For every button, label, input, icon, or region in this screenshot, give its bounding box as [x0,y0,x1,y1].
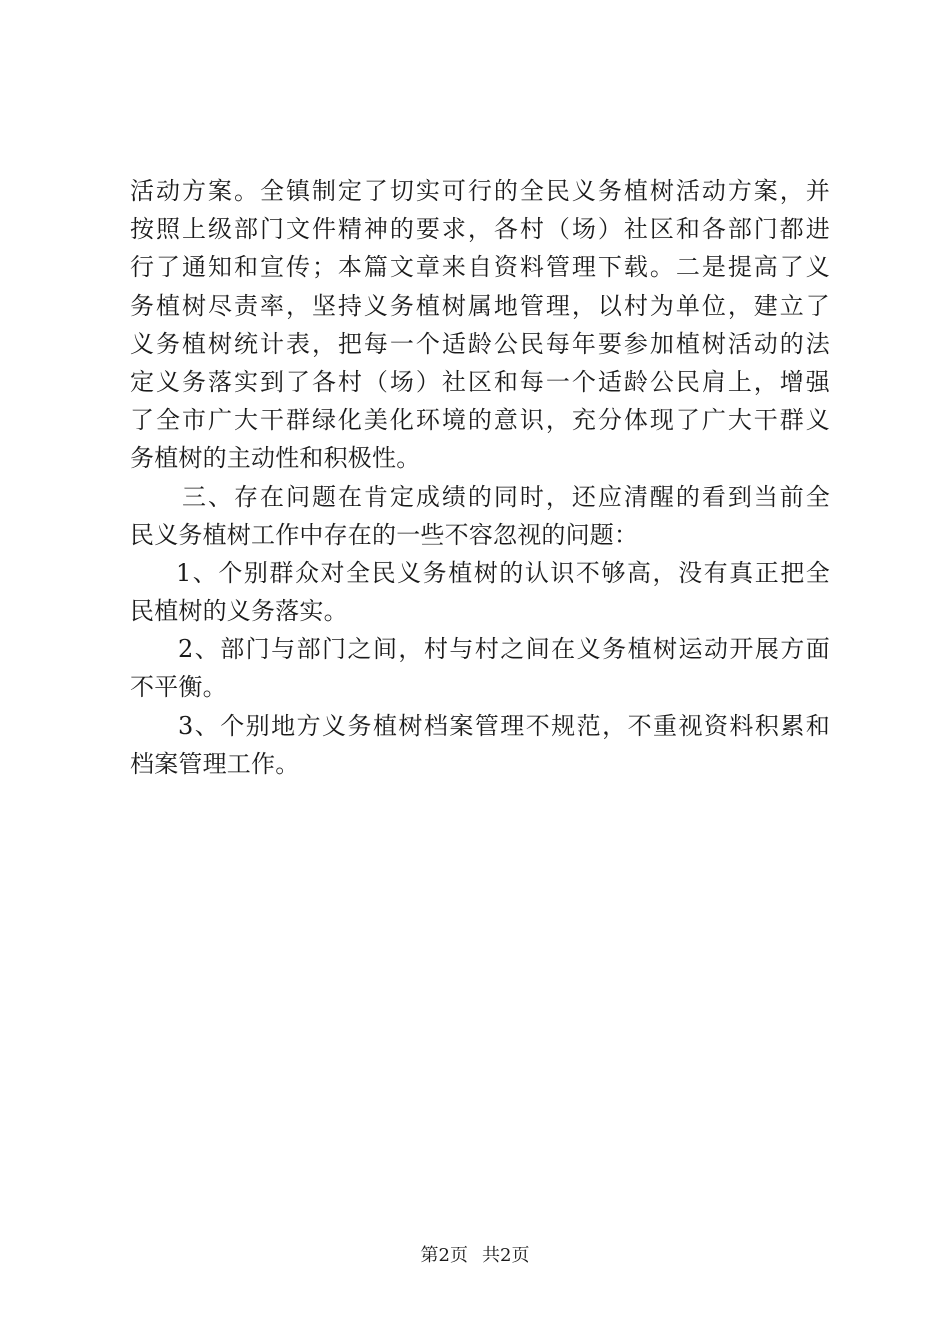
text-line: 档案管理工作。 [130,749,300,778]
list-item-line: 1、个别群众对全民义务植树的认识不够高，没有真正把全 [176,558,830,587]
text-line: 民义务植树工作中存在的一些不容忽视的问题： [130,520,639,549]
text-line: 务植树的主动性和积极性。 [130,444,421,473]
list-item-line: 3、个别地方义务植树档案管理不规范，不重视资料积累和 [178,711,830,740]
page-footer [0,1245,950,1267]
text-line: 义务植树统计表，把每一个适龄公民每年要参加植树活动的法 [130,329,830,358]
text-line: 不平衡。 [130,673,227,702]
text-line: 定义务落实到了各村（场）社区和每一个适龄公民肩上，增强 [130,367,830,396]
text-line: 按照上级部门文件精神的要求，各村（场）社区和各部门都进 [130,215,830,244]
page-number: 第2页 [420,1245,468,1266]
text-line: 活动方案。全镇制定了切实可行的全民义务植树活动方案，并 [130,177,830,205]
text-line: 了全市广大干群绿化美化环境的意识，充分体现了广大干群义 [130,406,830,435]
document-body [130,172,830,783]
page-total: 共2页 [482,1245,530,1266]
text-line: 行了通知和宣传；本篇文章来自资料管理下载。二是提高了义 [130,253,830,282]
text-line: 民植树的义务落实。 [130,597,348,626]
list-item-line: 2、部门与部门之间，村与村之间在义务植树运动开展方面 [178,635,830,664]
section-heading-line: 三、存在问题在肯定成绩的同时，还应清醒的看到当前全 [182,482,830,511]
text-line: 务植树尽责率，坚持义务植树属地管理，以村为单位，建立了 [130,291,830,320]
